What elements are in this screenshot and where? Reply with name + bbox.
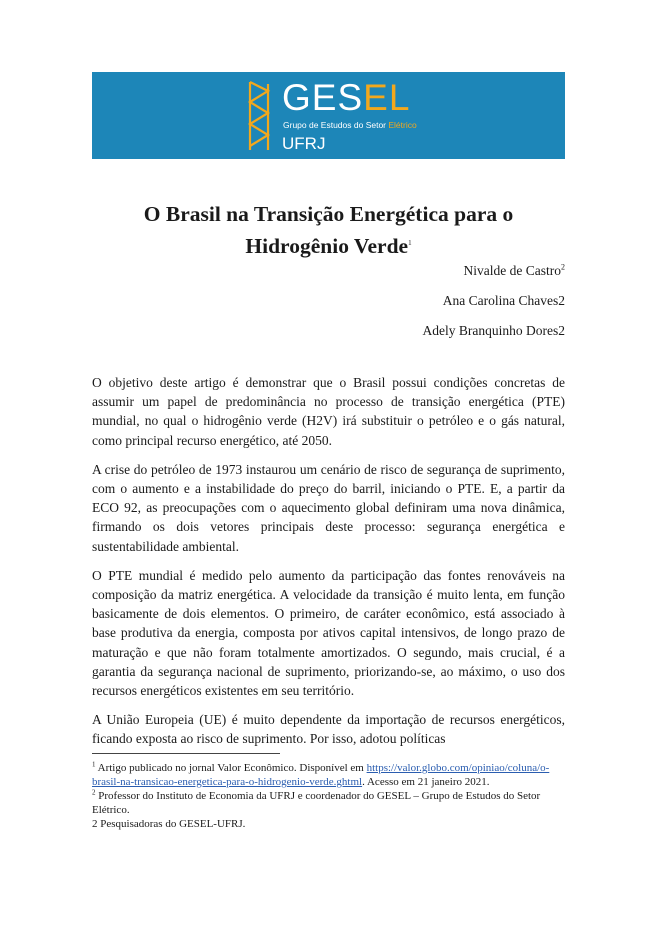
title-footnote-marker[interactable]: 1 [408, 239, 412, 247]
logo-name: GESEL [282, 77, 411, 118]
footnote-3: 2 Pesquisadoras do GESEL-UFRJ. [92, 818, 246, 830]
author-2: Ana Carolina Chaves2 [442, 293, 565, 308]
footnotes [92, 753, 565, 831]
article-body [92, 373, 565, 759]
transmission-tower-icon [247, 80, 271, 152]
gesel-header-banner [92, 72, 565, 159]
paragraph-1: O objetivo deste artigo é demonstrar que o Brasil possui condições concretas de assumir um papel de predominância no processo de transição energética (PTE) mundial, no qual o hidrogênio verde (H2V) irá substituir o petróleo e o gás natural, como principal recurso energético, até 2050. [92, 375, 565, 448]
paragraph-4: A União Europeia (UE) é muito dependente da importação de recursos energéticos, ficando exposta ao risco de suprimento. Por isso, adotou políticas [92, 712, 565, 747]
paragraph-2: A crise do petróleo de 1973 instaurou um cenário de risco de segurança de suprimento, com o aumento e a instabilidade do preço do barril, iniciando o PTE. E, a partir da ECO 92, as preocupações com o aquecimento global definiram uma nova dinâmica, firmando os dois vetores principais deste processo: segurança energética e sustentabilidade ambiental. [92, 461, 565, 554]
author-list [423, 262, 565, 352]
source-link[interactable]: https://valor.globo.com/opiniao/coluna/o-brasil-na-transicao-energetica-para-o-hidrogenio-verde.ghtml [92, 762, 550, 788]
author-1: Nivalde de Castro$^2$ [463, 262, 565, 278]
footnote-divider [92, 753, 280, 754]
article-title: O Brasil na Transição Energética para o Hidrogênio Verde$^1$ [143, 202, 514, 259]
logo-subtitle: Grupo de Estudos do Setor Elétrico [283, 120, 417, 130]
footnote-1: $^1$ Artigo publicado no jornal Valor Econômico. Disponível em https://valor.globo.com/opiniao/coluna/o-brasil-na-transicao-energetica-para-o-hidrogenio-verde.ghtml. Acesso em 21 janeiro 2021. [92, 760, 550, 788]
logo-institution: UFRJ [282, 134, 326, 153]
author-3: Adely Branquinho Dores2 [422, 323, 565, 338]
paragraph-3: O PTE mundial é medido pelo aumento da participação das fontes renováveis na composição da matriz energética. A velocidade da transição é muito lenta, em função basicamente de dois elementos. O primeiro, de caráter econômico, está associado à base produtiva da energia, composta por ativos capital intensivos, de longo prazo de maturação e que não foram totalmente amortizados. O segundo, mais crucial, é a garantia da segurança nacional de suprimento, priorizando-se, ao máximo, o uso dos recursos energéticos existentes em seu território. [92, 567, 565, 699]
footnote-2: $^2$ Professor do Instituto de Economia da UFRJ e coordenador do GESEL – Grupo de Estudos do Setor Elétrico. [92, 788, 541, 816]
